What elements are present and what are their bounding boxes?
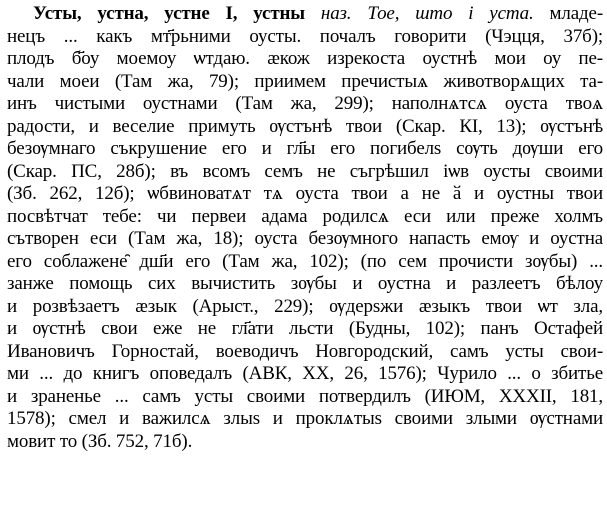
entry-text-line: (Скар. ПС, 28б); въ всомъ семъ не съгрѣшил іѡв оусты своими (7, 160, 603, 182)
definition-gloss: Тое, што і уста. (367, 3, 534, 24)
entry-text-line: Ивановичъ Горностай, воеводичъ Новгородский, самъ усты свои- (7, 340, 603, 362)
entry-text-line: мовит то (Зб. 752, 71б). (7, 430, 193, 452)
entry-text-line: инъ чистыми оустнами (Там жа, 299); наполнѧтсѧ оуста твоѧ (7, 93, 603, 114)
entry-text-line: радости, и веселие примуть ѹстънѣ твои (Скар. КІ, 13); ѹстънѣ (7, 115, 603, 137)
entry-text-line: чали моеи (Там жа, 79); приимем пречистыѧ животворѧщих та- (7, 70, 603, 92)
entry-text-line: 1578); смел и важилсѧ злыѕ и проклѧтыѕ своими злыми ѹстнами (7, 408, 603, 429)
entry-text-line: и ѹстнѣ свои еже не гл҃ати льсти (Будны, 102); панъ Остафей (7, 318, 603, 339)
entry-text-line: сътворен еси (Там жа, 18); оуста безѹмного напасть емѹ и оустна (7, 228, 603, 249)
dictionary-entry (7, 3, 603, 453)
grammar-label: наз. (320, 3, 352, 24)
entry-text-line: посвѣтчат тебе: чи первеи адама родилсѧ еси или преже холмъ (7, 205, 603, 227)
entry-text-line: занже помощь сих вычистить зѹбы и оустна и разлеетъ бѣлоу (7, 273, 603, 294)
entry-text-line: нецъ ... какъ мт҃рьними оусты. почалъ говорити (Чэцця, 37б); (7, 25, 603, 47)
entry-text-line: и зраненье ... самъ усты своими потвердилъ (ИЮМ, XXXII, 181, (7, 385, 603, 407)
entry-text-line: ми ... до книгъ оповедалъ (АВК, XX, 26, 1576); Чурило ... о збитье (7, 363, 603, 384)
entry-text-line: (Зб. 262, 12б); ѡбвиноватѧт тѧ оуста твои а не ӑ и оустны твои (7, 183, 603, 204)
entry-text-line: младе- (549, 3, 603, 24)
entry-text-line: плодъ б҃оу моемоу ѡтдаю. ӕкож изрекоста оустнѣ мои оу пе- (7, 48, 603, 69)
entry-first-line (7, 3, 603, 26)
entry-text-line: его соблажене̑ дш҃и его (Там жа, 102); (по сем прочисти зѹбы) ... (7, 250, 603, 272)
headword: Усты, устна, устне I, устны (33, 3, 305, 24)
entry-text-line: безѹмнаго съкрушение его и гл҃ы его погибелѕ сѹть дѹши его (7, 138, 603, 159)
entry-text-line: и розвѣзаетъ ӕзык (Арыст., 229); ѹдерѕжи ӕзыкъ твои ѡт зла, (7, 295, 603, 317)
